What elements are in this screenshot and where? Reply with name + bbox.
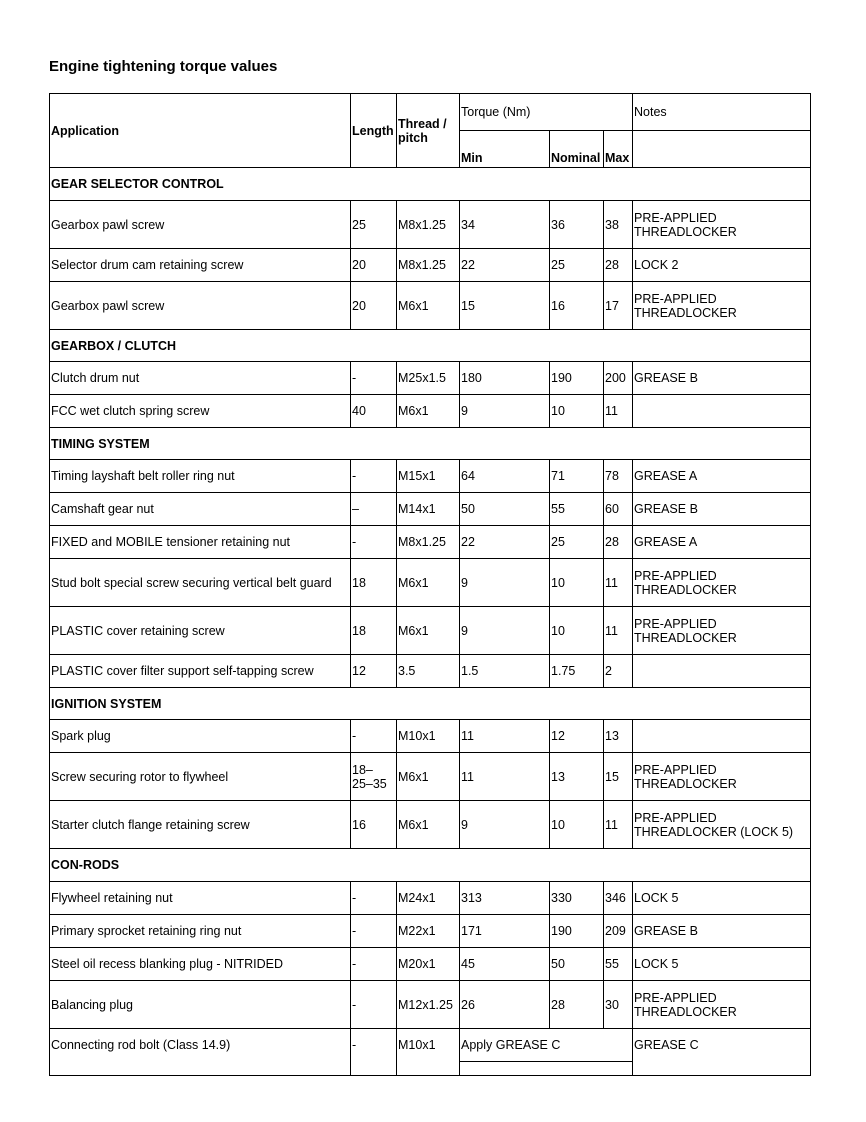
nominal-cell: 13 [550,753,604,801]
thread-cell: M10x1 [397,1029,460,1076]
header-notes-blank [633,131,811,168]
table-row [50,981,811,1029]
header-length: Length [351,94,397,168]
min-cell: 50 [460,493,550,526]
notes-cell: LOCK 2 [633,249,811,282]
application-cell: Flywheel retaining nut [50,882,351,915]
thread-cell: M15x1 [397,460,460,493]
min-cell: 11 [460,720,550,753]
header-torque: Torque (Nm) [460,94,633,131]
length-cell: - [351,720,397,753]
section-row [50,849,811,882]
min-cell: 26 [460,981,550,1029]
notes-cell: GREASE C [633,1029,811,1076]
notes-cell: LOCK 5 [633,948,811,981]
min-cell: 1.5 [460,655,550,688]
min-cell: 11 [460,753,550,801]
table-row [50,493,811,526]
application-cell: PLASTIC cover retaining screw [50,607,351,655]
torque-blank-cell [460,1062,633,1076]
application-cell: Spark plug [50,720,351,753]
nominal-cell: 55 [550,493,604,526]
max-cell: 17 [604,282,633,330]
min-cell: 22 [460,526,550,559]
length-cell: - [351,362,397,395]
application-cell: Stud bolt special screw securing vertical belt guard [50,559,351,607]
max-cell: 38 [604,201,633,249]
section-row [50,428,811,460]
nominal-cell: 330 [550,882,604,915]
length-cell: 18 [351,559,397,607]
nominal-cell: 10 [550,801,604,849]
header-thread: Thread / pitch [397,94,460,168]
table-row [50,395,811,428]
section-row [50,330,811,362]
nominal-cell: 12 [550,720,604,753]
notes-cell [633,655,811,688]
application-cell: Primary sprocket retaining ring nut [50,915,351,948]
application-cell: Balancing plug [50,981,351,1029]
thread-cell: M6x1 [397,753,460,801]
table-row [50,201,811,249]
length-cell: 16 [351,801,397,849]
length-cell: 18– 25–35 [351,753,397,801]
table-row [50,915,811,948]
length-cell: 20 [351,282,397,330]
max-cell: 11 [604,607,633,655]
length-cell: - [351,882,397,915]
application-cell: FCC wet clutch spring screw [50,395,351,428]
length-cell: 25 [351,201,397,249]
max-cell: 200 [604,362,633,395]
table-row [50,948,811,981]
notes-cell [633,720,811,753]
table-row [50,720,811,753]
section-row [50,688,811,720]
length-cell: 18 [351,607,397,655]
thread-cell: M10x1 [397,720,460,753]
max-cell: 78 [604,460,633,493]
application-cell: Timing layshaft belt roller ring nut [50,460,351,493]
thread-cell: M6x1 [397,801,460,849]
max-cell: 346 [604,882,633,915]
min-cell: 22 [460,249,550,282]
length-cell: - [351,948,397,981]
section-title: GEAR SELECTOR CONTROL [50,168,811,201]
notes-cell: PRE-APPLIED THREADLOCKER [633,753,811,801]
notes-cell: PRE-APPLIED THREADLOCKER [633,201,811,249]
table-row [50,882,811,915]
nominal-cell: 28 [550,981,604,1029]
max-cell: 13 [604,720,633,753]
min-cell: 45 [460,948,550,981]
page-title: Engine tightening torque values [49,58,278,75]
application-cell: Connecting rod bolt (Class 14.9) [50,1029,351,1076]
application-cell: Starter clutch flange retaining screw [50,801,351,849]
min-cell: 180 [460,362,550,395]
nominal-cell: 10 [550,559,604,607]
thread-cell: 3.5 [397,655,460,688]
max-cell: 55 [604,948,633,981]
nominal-cell: 1.75 [550,655,604,688]
thread-cell: M25x1.5 [397,362,460,395]
length-cell: 40 [351,395,397,428]
section-title: IGNITION SYSTEM [50,688,811,720]
max-cell: 209 [604,915,633,948]
min-cell: 34 [460,201,550,249]
nominal-cell: 10 [550,607,604,655]
notes-cell: GREASE B [633,362,811,395]
thread-cell: M8x1.25 [397,249,460,282]
table-row [50,607,811,655]
thread-cell: M24x1 [397,882,460,915]
application-cell: Camshaft gear nut [50,493,351,526]
max-cell: 11 [604,395,633,428]
max-cell: 28 [604,526,633,559]
nominal-cell: 71 [550,460,604,493]
table-row [50,753,811,801]
application-cell: Gearbox pawl screw [50,282,351,330]
nominal-cell: 10 [550,395,604,428]
notes-cell [633,395,811,428]
section-row [50,168,811,201]
table-row [50,655,811,688]
application-cell: Gearbox pawl screw [50,201,351,249]
table-row [50,362,811,395]
thread-cell: M8x1.25 [397,201,460,249]
notes-cell: PRE-APPLIED THREADLOCKER [633,607,811,655]
min-cell: 15 [460,282,550,330]
nominal-cell: 190 [550,915,604,948]
table-row [50,249,811,282]
min-cell: 9 [460,395,550,428]
notes-cell: GREASE B [633,493,811,526]
max-cell: 2 [604,655,633,688]
thread-cell: M6x1 [397,559,460,607]
table-row [50,1029,811,1062]
length-cell: - [351,460,397,493]
min-cell: 9 [460,559,550,607]
application-cell: Steel oil recess blanking plug - NITRIDED [50,948,351,981]
notes-cell: PRE-APPLIED THREADLOCKER [633,981,811,1029]
application-cell: FIXED and MOBILE tensioner retaining nut [50,526,351,559]
length-cell: - [351,981,397,1029]
notes-cell: PRE-APPLIED THREADLOCKER (LOCK 5) [633,801,811,849]
max-cell: 15 [604,753,633,801]
table-row [50,801,811,849]
notes-cell: GREASE A [633,460,811,493]
thread-cell: M6x1 [397,607,460,655]
length-cell: - [351,526,397,559]
min-cell: 313 [460,882,550,915]
min-cell: 9 [460,801,550,849]
application-cell: Screw securing rotor to flywheel [50,753,351,801]
length-cell: – [351,493,397,526]
notes-cell: PRE-APPLIED THREADLOCKER [633,282,811,330]
max-cell: 28 [604,249,633,282]
application-cell: PLASTIC cover filter support self-tapping screw [50,655,351,688]
table-row [50,526,811,559]
max-cell: 60 [604,493,633,526]
length-cell: - [351,1029,397,1076]
header-notes: Notes [633,94,811,131]
thread-cell: M14x1 [397,493,460,526]
nominal-cell: 36 [550,201,604,249]
section-title: TIMING SYSTEM [50,428,811,460]
torque-table [49,93,811,1076]
notes-cell: GREASE B [633,915,811,948]
header-max: Max [604,131,633,168]
thread-cell: M12x1.25 [397,981,460,1029]
header-application: Application [50,94,351,168]
table-row [50,460,811,493]
thread-cell: M20x1 [397,948,460,981]
table-row [50,559,811,607]
max-cell: 11 [604,801,633,849]
thread-cell: M22x1 [397,915,460,948]
application-cell: Clutch drum nut [50,362,351,395]
length-cell: 20 [351,249,397,282]
min-cell: 171 [460,915,550,948]
notes-cell: GREASE A [633,526,811,559]
nominal-cell: 25 [550,526,604,559]
nominal-cell: 190 [550,362,604,395]
torque-note-cell: Apply GREASE C [460,1029,633,1062]
section-title: GEARBOX / CLUTCH [50,330,811,362]
header-min: Min [460,131,550,168]
header-nominal: Nominal [550,131,604,168]
table-row [50,282,811,330]
min-cell: 64 [460,460,550,493]
min-cell: 9 [460,607,550,655]
nominal-cell: 25 [550,249,604,282]
notes-cell: LOCK 5 [633,882,811,915]
thread-cell: M6x1 [397,282,460,330]
nominal-cell: 16 [550,282,604,330]
notes-cell: PRE-APPLIED THREADLOCKER [633,559,811,607]
length-cell: - [351,915,397,948]
max-cell: 11 [604,559,633,607]
section-title: CON-RODS [50,849,811,882]
thread-cell: M8x1.25 [397,526,460,559]
application-cell: Selector drum cam retaining screw [50,249,351,282]
thread-cell: M6x1 [397,395,460,428]
max-cell: 30 [604,981,633,1029]
nominal-cell: 50 [550,948,604,981]
length-cell: 12 [351,655,397,688]
